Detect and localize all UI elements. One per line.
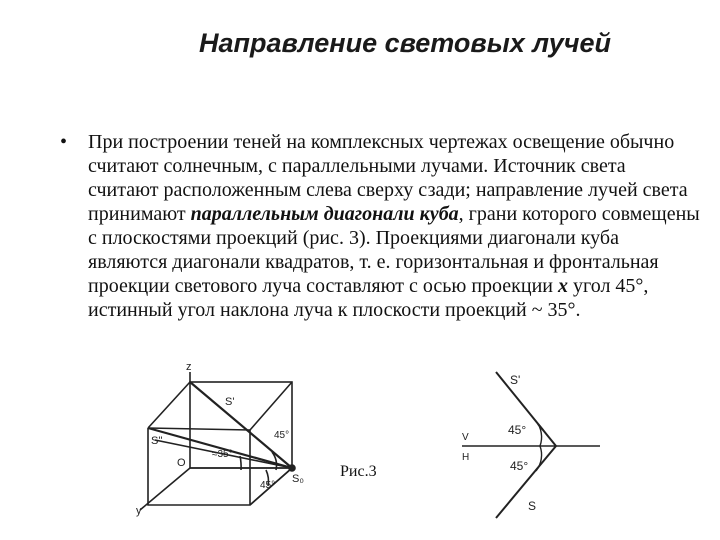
para-axis: x — [558, 275, 568, 297]
bullet-dot: • — [60, 131, 68, 153]
cube-top-front-edge — [148, 428, 250, 430]
ray-diagonal-back — [190, 382, 292, 468]
projection-figure — [462, 372, 600, 518]
label-o: O — [177, 457, 186, 469]
point-s0 — [289, 465, 295, 471]
label-angle-45-low: 45° — [260, 480, 276, 491]
ray-diagonal-main — [148, 428, 292, 468]
label-proj-h: H — [462, 452, 470, 463]
label-angle-45: 45° — [274, 430, 290, 441]
para-emphasis: параллельным диагонали куба — [190, 203, 459, 225]
label-angle-35: ≈35° — [212, 449, 233, 460]
cube-top-right-edge — [250, 382, 292, 430]
label-proj-angle-top: 45° — [508, 423, 527, 437]
figure-caption: Рис.3 — [340, 463, 377, 480]
para-part3: угол 45°, истинный угол наклона луча к плоскости проекций ~ 35°. — [88, 275, 649, 321]
label-s-prime: S' — [225, 396, 235, 408]
label-s-zero: S₀ — [292, 473, 304, 485]
label-proj-v: V — [462, 432, 469, 443]
arc-top-45 — [536, 421, 542, 446]
label-proj-angle-bottom: 45° — [510, 459, 529, 473]
arc-bottom-45 — [536, 446, 542, 471]
cube-front-edges — [148, 428, 292, 505]
ray-s — [496, 446, 556, 518]
label-proj-s: S — [528, 499, 537, 513]
label-z: z — [186, 361, 192, 373]
para-part1: При построении теней на комплексных чертежах освещение обычно считают солнечным, с параллельными лучами. Источник света считают расположенным слева сверху сзади; направление лучей света принимают — [88, 131, 688, 225]
cube-top-left-edge — [148, 382, 190, 428]
label-s-double: S'' — [151, 435, 163, 447]
para-part2: , грани которого совмещены с плоскостями проекций (рис. 3). Проекциями диагонали куба являются диагонали квадратов, т. е. горизонтальная и фронтальная проекции светового луча составляют с осью проекции — [88, 203, 700, 297]
label-proj-s-prime: S' — [510, 373, 521, 387]
slide-title: Направление световых лучей — [198, 28, 611, 58]
label-y: y — [136, 505, 142, 517]
